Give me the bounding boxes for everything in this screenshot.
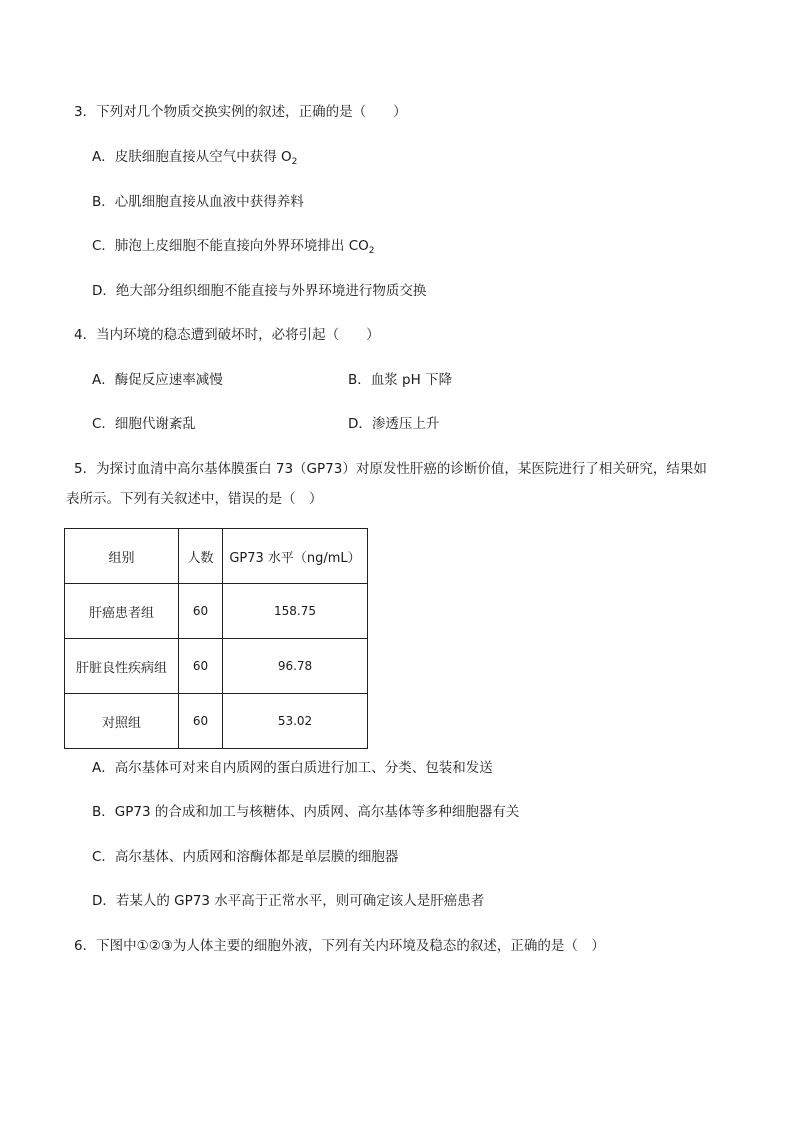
question-5-stem-line1: 5．为探讨血清中高尔基体膜蛋白 73（GP73）对原发性肝癌的诊断价值，某医院进行了相关研究，结果如 xyxy=(74,461,707,477)
table-row xyxy=(65,694,368,749)
table-cell: 60 xyxy=(179,639,223,694)
question-3-option-c: C．肺泡上皮细胞不能直接向外界环境排出 $CO_2$ xyxy=(92,238,375,256)
question-4-stem: 4．当内环境的稳态遭到破坏时，必将引起（ ） xyxy=(74,327,380,343)
table-row xyxy=(65,639,368,694)
table-cell: 肝癌患者组 xyxy=(65,584,179,639)
question-4-option-d: D．渗透压上升 xyxy=(348,416,440,432)
table-header-cell: GP73 水平（ng/mL） xyxy=(223,529,368,584)
question-5-option-b: B．GP73 的合成和加工与核糖体、内质网、高尔基体等多种细胞器有关 xyxy=(92,804,520,820)
table-header-row xyxy=(65,529,368,584)
question-5-stem-line2: 表所示。下列有关叙述中，错误的是（ ） xyxy=(66,491,323,507)
table-cell: 53.02 xyxy=(223,694,368,749)
question-4-option-c: C．细胞代谢紊乱 xyxy=(92,416,196,432)
question-4-option-b: B．血浆 pH 下降 xyxy=(348,372,453,388)
table-cell: 60 xyxy=(179,584,223,639)
table-cell: 对照组 xyxy=(65,694,179,749)
question-3-option-b: B．心肌细胞直接从血液中获得养料 xyxy=(92,194,304,210)
question-5-option-d: D．若某人的 GP73 水平高于正常水平，则可确定该人是肝癌患者 xyxy=(92,893,485,909)
table-cell: 肝脏良性疾病组 xyxy=(65,639,179,694)
question-5-option-c: C．高尔基体、内质网和溶酶体都是单层膜的细胞器 xyxy=(92,849,399,865)
question-5-option-a: A．高尔基体可对来自内质网的蛋白质进行加工、分类、包装和发送 xyxy=(92,760,493,776)
question-3-stem: 3．下列对几个物质交换实例的叙述，正确的是（ ） xyxy=(74,104,407,120)
question-3-option-a: A．皮肤细胞直接从空气中获得 $O_2$ xyxy=(92,149,298,167)
table-row xyxy=(65,584,368,639)
table-cell: 158.75 xyxy=(223,584,368,639)
table-header-cell: 组别 xyxy=(65,529,179,584)
table-cell: 96.78 xyxy=(223,639,368,694)
question-4-option-a: A．酶促反应速率减慢 xyxy=(92,372,223,388)
table-header-cell: 人数 xyxy=(179,529,223,584)
question-3-option-d: D．绝大部分组织细胞不能直接与外界环境进行物质交换 xyxy=(92,283,427,299)
table-cell: 60 xyxy=(179,694,223,749)
question-6-stem: 6．下图中①②③为人体主要的细胞外液，下列有关内环境及稳态的叙述，正确的是（ ） xyxy=(74,938,605,954)
gp73-results-table xyxy=(64,528,368,749)
